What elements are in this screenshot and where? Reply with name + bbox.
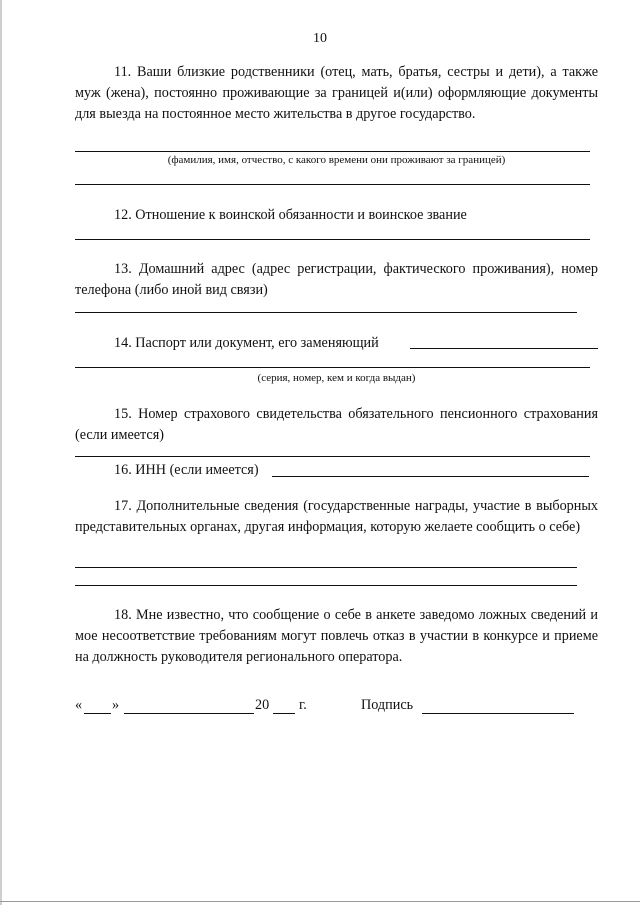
item-17-line-1 xyxy=(75,567,577,568)
item-14-text: 14. Паспорт или документ, его заменяющий xyxy=(114,335,379,351)
date-month-line xyxy=(124,713,254,714)
scan-left-edge xyxy=(0,0,2,905)
item-11-caption: (фамилия, имя, отчество, с какого времени они проживают за границей) xyxy=(167,154,506,166)
item-17-line-2 xyxy=(75,585,577,586)
signature-line xyxy=(422,713,574,714)
item-14-line xyxy=(75,367,590,368)
date-year-suffix: г. xyxy=(299,697,307,713)
signature-label: Подпись xyxy=(361,697,414,713)
item-12-line xyxy=(75,239,590,240)
item-17-text: 17. Дополнительные сведения (государственные награды, участие в выборных представительных органах, другая информация, которую желаете сообщить о себе) xyxy=(75,498,598,535)
date-year-prefix: 20 xyxy=(255,697,270,713)
item-14-caption: (серия, номер, кем и когда выдан) xyxy=(257,372,416,384)
date-year-line xyxy=(273,713,295,714)
item-16-text: 16. ИНН (если имеется) xyxy=(114,462,259,478)
item-11-line-1 xyxy=(75,151,590,152)
date-day-line xyxy=(84,713,111,714)
item-16-inline-line xyxy=(272,476,589,477)
date-quote-close: » xyxy=(112,697,120,713)
item-18-text: 18. Мне известно, что сообщение о себе в анкете заведомо ложных сведений и мое несоответствие требованиям могут повлечь отказ в участии в конкурсе и приеме на должность руководителя регионального оператора. xyxy=(75,607,598,665)
item-13-text: 13. Домашний адрес (адрес регистрации, фактического проживания), номер телефона (либо иной вид связи) xyxy=(75,261,598,298)
page-number: 10 xyxy=(313,31,327,46)
scan-bottom-edge xyxy=(0,901,640,902)
item-13-line xyxy=(75,312,577,313)
item-12-text: 12. Отношение к воинской обязанности и воинское звание xyxy=(114,207,467,223)
date-quote-open: « xyxy=(75,697,83,713)
item-11-text: 11. Ваши близкие родственники (отец, мать, братья, сестры и дети), а также муж (жена), постоянно проживающие за границей и(или) оформляющие документы для выезда на постоянное место жительства в другое государство. xyxy=(75,64,598,122)
item-11-line-2 xyxy=(75,184,590,185)
item-14-inline-line xyxy=(410,348,598,349)
item-15-text: 15. Номер страхового свидетельства обязательного пенсионного страхования (если имеется) xyxy=(75,406,598,443)
item-15-line xyxy=(75,456,590,457)
